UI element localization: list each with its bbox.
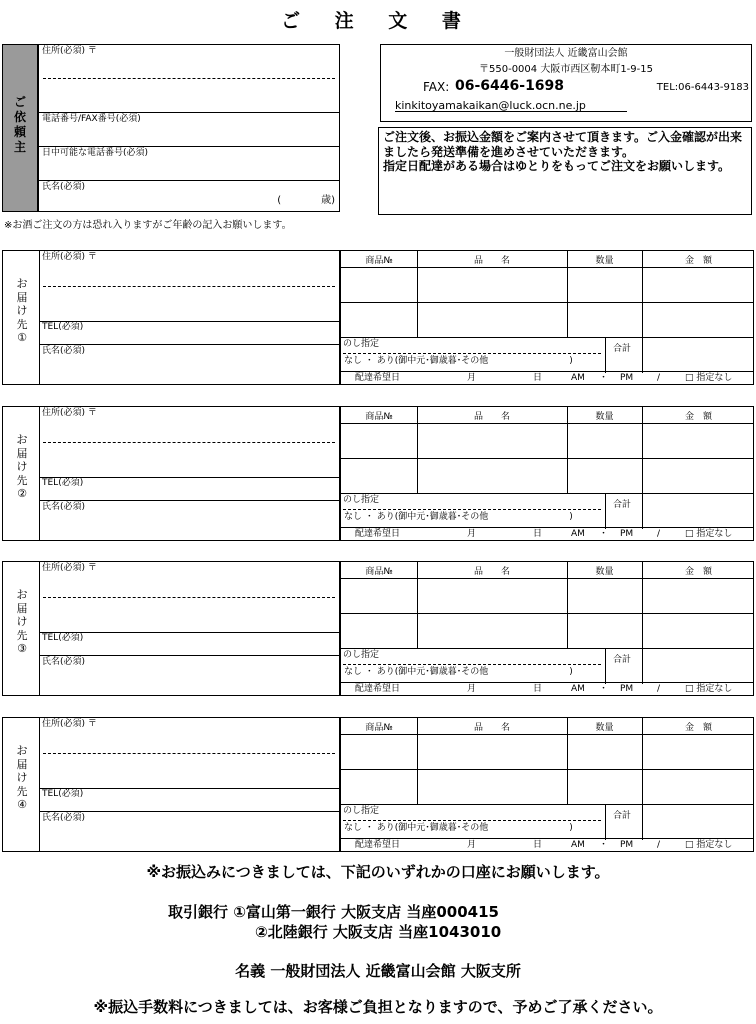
pm-label: PM	[620, 529, 634, 539]
dest-row-line	[39, 321, 339, 322]
destination-block	[0, 717, 756, 850]
col-qty: 数量	[595, 256, 614, 266]
total-label: 合計	[612, 655, 631, 665]
dest-address-label: 住所(必須) 〒	[42, 719, 97, 729]
delivery-row	[340, 527, 754, 541]
noshi-dash	[343, 664, 601, 665]
org-name: 一般財団法人 近畿富山会館	[504, 48, 628, 59]
dest-name-label: 氏名(必須)	[42, 346, 86, 356]
pm-label: PM	[620, 373, 634, 383]
day-label: 日	[533, 373, 543, 383]
table-row-line	[341, 769, 753, 770]
organization-box	[380, 44, 752, 122]
slash-label: /	[657, 373, 661, 383]
dest-row-line	[39, 811, 339, 812]
col-item-no: 商品№	[365, 723, 393, 733]
dest-row-line	[39, 788, 339, 789]
table-row-line	[341, 648, 753, 649]
noshi-options: なし ・ あり(御中元･御歳暮･その他 )	[344, 356, 573, 366]
dest-tel-label: TEL(必須)	[42, 478, 84, 488]
col-item-no: 商品№	[365, 412, 393, 422]
table-row-line	[341, 613, 753, 614]
dest-name-label: 氏名(必須)	[42, 657, 86, 667]
destination-label: お 届 け 先 ③	[16, 588, 28, 655]
org-email: kinkitoyamakaikan@luck.ocn.ne.jp	[395, 99, 586, 112]
day-label: 日	[533, 529, 543, 539]
dest-row-line	[39, 477, 339, 478]
dest-tel-label: TEL(必須)	[42, 633, 84, 643]
dest-row-line	[39, 344, 339, 345]
order-table	[340, 406, 754, 528]
delivery-row	[340, 838, 754, 852]
destination-block	[0, 406, 756, 539]
page-title: ご 注 文 書	[281, 10, 475, 32]
am-label: AM	[571, 529, 585, 539]
day-label: 日	[533, 684, 543, 694]
orderer-side-label	[2, 44, 38, 212]
no-spec-label: □ 指定なし	[685, 373, 733, 383]
slash-label: /	[657, 840, 661, 850]
col-qty: 数量	[595, 567, 614, 577]
org-address: 〒550-0004 大阪市西区靭本町1-9-15	[479, 64, 653, 75]
dest-name-label: 氏名(必須)	[42, 813, 86, 823]
destination-block	[0, 250, 756, 383]
no-spec-label: □ 指定なし	[685, 684, 733, 694]
am-label: AM	[571, 840, 585, 850]
delivery-label: 配達希望日	[355, 684, 401, 694]
table-row-line	[341, 423, 753, 424]
dest-row-line	[39, 500, 339, 501]
no-spec-label: □ 指定なし	[685, 840, 733, 850]
month-label: 月	[467, 684, 477, 694]
col-amount: 金 額	[684, 567, 712, 577]
dot-label: ・	[599, 373, 609, 383]
noshi-label: のし指定	[343, 495, 380, 505]
dest-address-label: 住所(必須) 〒	[42, 252, 97, 262]
dest-address-dash	[43, 597, 335, 598]
destination-block	[0, 561, 756, 694]
pm-label: PM	[620, 840, 634, 850]
no-spec-label: □ 指定なし	[685, 529, 733, 539]
noshi-dash	[343, 353, 601, 354]
noshi-options: なし ・ あり(御中元･御歳暮･その他 )	[344, 823, 573, 833]
orderer-form	[38, 44, 340, 212]
col-item-name: 品 名	[473, 567, 510, 577]
col-amount: 金 額	[684, 256, 712, 266]
dest-row-line	[39, 632, 339, 633]
col-qty: 数量	[595, 412, 614, 422]
total-label: 合計	[612, 500, 631, 510]
noshi-label: のし指定	[343, 339, 380, 349]
total-label: 合計	[612, 344, 631, 354]
fax-label: FAX:	[423, 80, 450, 94]
pm-label: PM	[620, 684, 634, 694]
noshi-options: なし ・ あり(御中元･御歳暮･その他 )	[344, 667, 573, 677]
table-col-line	[605, 804, 606, 840]
dest-name-label: 氏名(必須)	[42, 502, 86, 512]
table-row-line	[341, 493, 753, 494]
destination-label: お 届 け 先 ①	[16, 277, 28, 344]
dest-address-dash	[43, 442, 335, 443]
delivery-label: 配達希望日	[355, 529, 401, 539]
dot-label: ・	[599, 529, 609, 539]
col-item-name: 品 名	[473, 256, 510, 266]
orderer-daytime-phone-label: 日中可能な電話番号(必須)	[42, 148, 149, 158]
col-item-no: 商品№	[365, 567, 393, 577]
noshi-dash	[343, 509, 601, 510]
account-name: 名義 一般財団法人 近畿富山会館 大阪支所	[235, 962, 521, 980]
fee-note: ※振込手数料につきましては、お客様ご負担となりますので、予めご了承ください。	[93, 998, 663, 1016]
dot-label: ・	[599, 840, 609, 850]
table-col-line	[642, 648, 643, 684]
order-table	[340, 250, 754, 372]
age-note: ※お酒ご注文の方は恐れ入りますがご年齢の記入お願いします。	[4, 220, 292, 231]
dest-row-line	[39, 655, 339, 656]
dest-address-label: 住所(必須) 〒	[42, 408, 97, 418]
email-underline	[395, 111, 627, 112]
orderer-address-label: 住所(必須) 〒	[42, 46, 97, 56]
destination-label: お 届 け 先 ②	[16, 433, 28, 500]
col-item-name: 品 名	[473, 723, 510, 733]
month-label: 月	[467, 840, 477, 850]
am-label: AM	[571, 373, 585, 383]
table-row-line	[341, 267, 753, 268]
age-field: ( 歳)	[277, 195, 335, 206]
delivery-row	[340, 371, 754, 385]
fax-number: 06-6446-1698	[455, 78, 565, 94]
transfer-note: ※お振込みにつきましては、下記のいずれかの口座にお願いします。	[146, 863, 610, 881]
table-col-line	[642, 337, 643, 373]
orderer-label-text: ご 依 頼 主	[13, 95, 26, 154]
delivery-label: 配達希望日	[355, 840, 401, 850]
bank-line-1: 取引銀行 ①富山第一銀行 大阪支店 当座000415	[168, 903, 499, 921]
day-label: 日	[533, 840, 543, 850]
noshi-options: なし ・ あり(御中元･御歳暮･その他 )	[344, 512, 573, 522]
noshi-dash	[343, 820, 601, 821]
table-row-line	[341, 804, 753, 805]
destination-form	[2, 561, 340, 696]
org-tel: TEL:06-6443-9183	[656, 82, 749, 93]
orderer-name-label: 氏名(必須)	[42, 182, 86, 192]
dest-tel-label: TEL(必須)	[42, 789, 84, 799]
notice-text: ご注文後、お振込金額をご案内させて頂きます。ご入金確認が出来ましたら発送準備を進めさせていただきます。 指定日配達がある場合はゆとりをもってご注文をお願いします。	[383, 130, 743, 173]
destination-label: お 届 け 先 ④	[16, 744, 28, 811]
order-table	[340, 561, 754, 683]
notice-box	[378, 127, 752, 215]
destination-form	[2, 250, 340, 385]
month-label: 月	[467, 529, 477, 539]
bank-line-2: ②北陸銀行 大阪支店 当座1043010	[255, 923, 502, 941]
dot-label: ・	[599, 684, 609, 694]
table-row-line	[341, 458, 753, 459]
table-col-line	[605, 493, 606, 529]
col-amount: 金 額	[684, 723, 712, 733]
destination-form	[2, 406, 340, 541]
col-item-no: 商品№	[365, 256, 393, 266]
slash-label: /	[657, 529, 661, 539]
table-col-line	[642, 804, 643, 840]
month-label: 月	[467, 373, 477, 383]
table-row-line	[341, 337, 753, 338]
table-row-line	[341, 302, 753, 303]
am-label: AM	[571, 684, 585, 694]
noshi-label: のし指定	[343, 650, 380, 660]
dest-address-dash	[43, 286, 335, 287]
dest-address-label: 住所(必須) 〒	[42, 563, 97, 573]
table-col-line	[642, 493, 643, 529]
noshi-label: のし指定	[343, 806, 380, 816]
table-col-line	[605, 337, 606, 373]
total-label: 合計	[612, 811, 631, 821]
table-row-line	[341, 578, 753, 579]
address-dash-line	[43, 78, 335, 79]
order-table	[340, 717, 754, 839]
slash-label: /	[657, 684, 661, 694]
orderer-phone-fax-label: 電話番号/FAX番号(必須)	[42, 114, 141, 124]
col-amount: 金 額	[684, 412, 712, 422]
dest-address-dash	[43, 753, 335, 754]
dest-tel-label: TEL(必須)	[42, 322, 84, 332]
delivery-row	[340, 682, 754, 696]
table-col-line	[605, 648, 606, 684]
destination-form	[2, 717, 340, 852]
col-item-name: 品 名	[473, 412, 510, 422]
delivery-label: 配達希望日	[355, 373, 401, 383]
col-qty: 数量	[595, 723, 614, 733]
table-row-line	[341, 734, 753, 735]
